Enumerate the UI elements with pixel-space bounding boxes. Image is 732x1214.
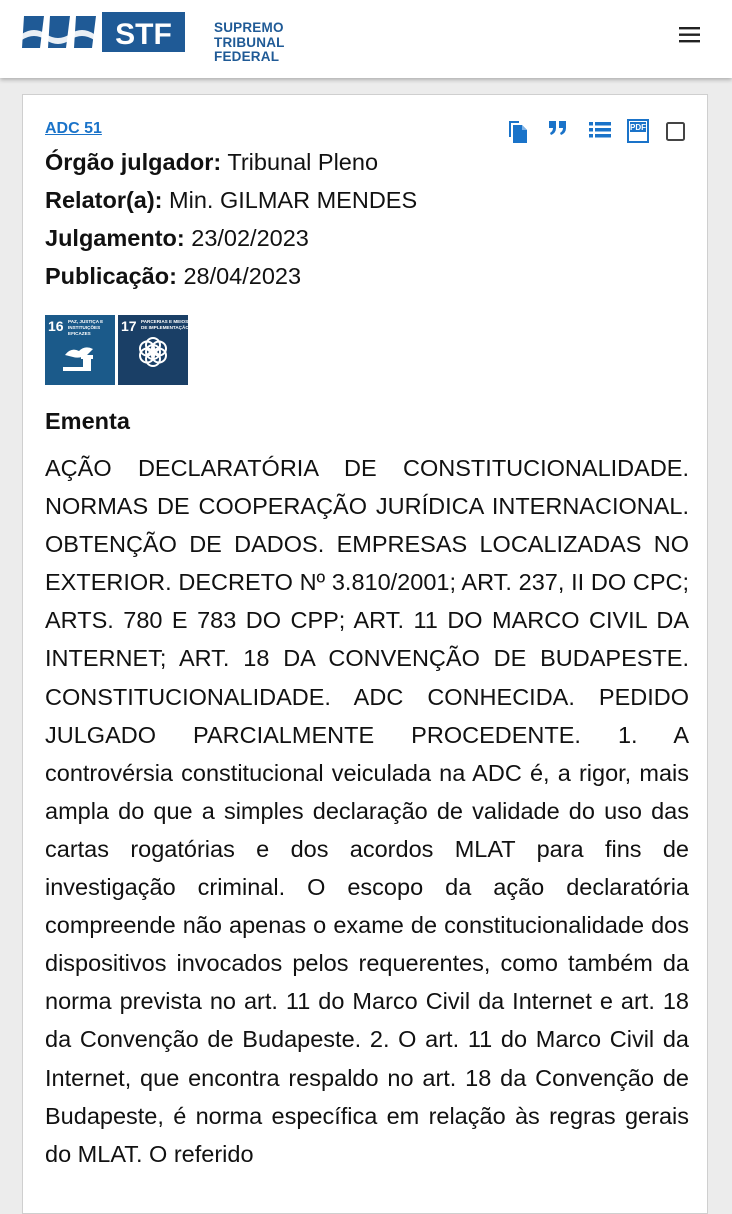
julgamento-value: 23/02/2023	[191, 225, 309, 251]
case-link[interactable]: ADC 51	[45, 120, 102, 137]
publicacao-label: Publicação:	[45, 263, 177, 289]
logo-line-2: TRIBUNAL	[214, 34, 285, 50]
logo-abbr: STF	[115, 18, 172, 51]
publicacao-row	[45, 257, 417, 295]
ods-16-badge[interactable]	[45, 315, 115, 385]
orgao-row	[45, 143, 417, 181]
ods-17-badge[interactable]	[118, 315, 188, 385]
hamburger-menu-icon[interactable]	[672, 22, 706, 48]
svg-text:17: 17	[121, 318, 137, 334]
pdf-icon[interactable]	[625, 117, 651, 150]
stf-logo[interactable]	[22, 10, 285, 64]
select-checkbox[interactable]	[663, 117, 689, 150]
site-header	[0, 0, 732, 78]
relator-row	[45, 181, 417, 219]
svg-text:PAZ, JUSTIÇA E INSTI: PAZ, JUSTIÇA E INSTITUIÇÕES EFICAZES	[68, 319, 104, 336]
ementa-heading: Ementa	[45, 408, 130, 434]
case-metadata	[45, 143, 417, 295]
julgamento-row	[45, 219, 417, 257]
list-icon[interactable]	[587, 117, 613, 148]
copy-icon[interactable]	[505, 117, 531, 150]
logo-line-1: SUPREMO	[214, 20, 284, 35]
quote-icon[interactable]	[547, 117, 569, 148]
result-card	[22, 94, 708, 1214]
stf-logo-mark	[22, 10, 192, 56]
svg-text:PARCERIAS E MEIOS DE: PARCERIAS E MEIOS DE IMPLEMENTAÇÃO	[141, 319, 188, 330]
orgao-label: Órgão julgador:	[45, 149, 222, 175]
logo-text	[214, 21, 285, 65]
svg-text:16: 16	[48, 318, 64, 334]
relator-value: Min. GILMAR MENDES	[169, 187, 418, 213]
relator-label: Relator(a):	[45, 187, 163, 213]
svg-text:PDF: PDF	[630, 123, 646, 132]
julgamento-label: Julgamento:	[45, 225, 185, 251]
logo-line-3: FEDERAL	[214, 49, 280, 64]
ementa-text: AÇÃO DECLARATÓRIA DE CONSTITUCIONALIDADE. NORMAS DE COOPERAÇÃO JURÍDICA INTERNACIONAL. OBTENÇÃO DE DADOS. EMPRESAS LOCALIZADAS NO EXTERIOR. DECRETO Nº 3.810/2001; ART. 237, II DO CPC; ARTS. 780 E 783 DO CPP; ART. 11 DO MARCO CIVIL DA INTERNET; ART. 18 DA CONVENÇÃO DE BUDAPESTE. CONSTITUCIONALIDADE. ADC CONHECIDA. PEDIDO JULGADO PARCIALMENTE PROCEDENTE. 1. A controvérsia constitucional veiculada na ADC é, a rigor, mais ampla do que a simples declaração de validade do uso das cartas rogatórias e dos acordos MLAT para fins de investigação criminal. O escopo da ação declaratória compreende não apenas o exame de constitucionalidade dos dispositivos invocados pelos requerentes, como também da norma prevista no art. 11 do Marco Civil da Internet e art. 18 da Convenção de Budapeste. 2. O art. 11 do Marco Civil da Internet, que encontra respaldo no art. 18 da Convenção de Budapeste, é norma específica em relação às regras gerais do MLAT. O referido	[45, 455, 689, 1167]
orgao-value: Tribunal Pleno	[227, 149, 379, 175]
publicacao-value: 28/04/2023	[183, 263, 302, 289]
